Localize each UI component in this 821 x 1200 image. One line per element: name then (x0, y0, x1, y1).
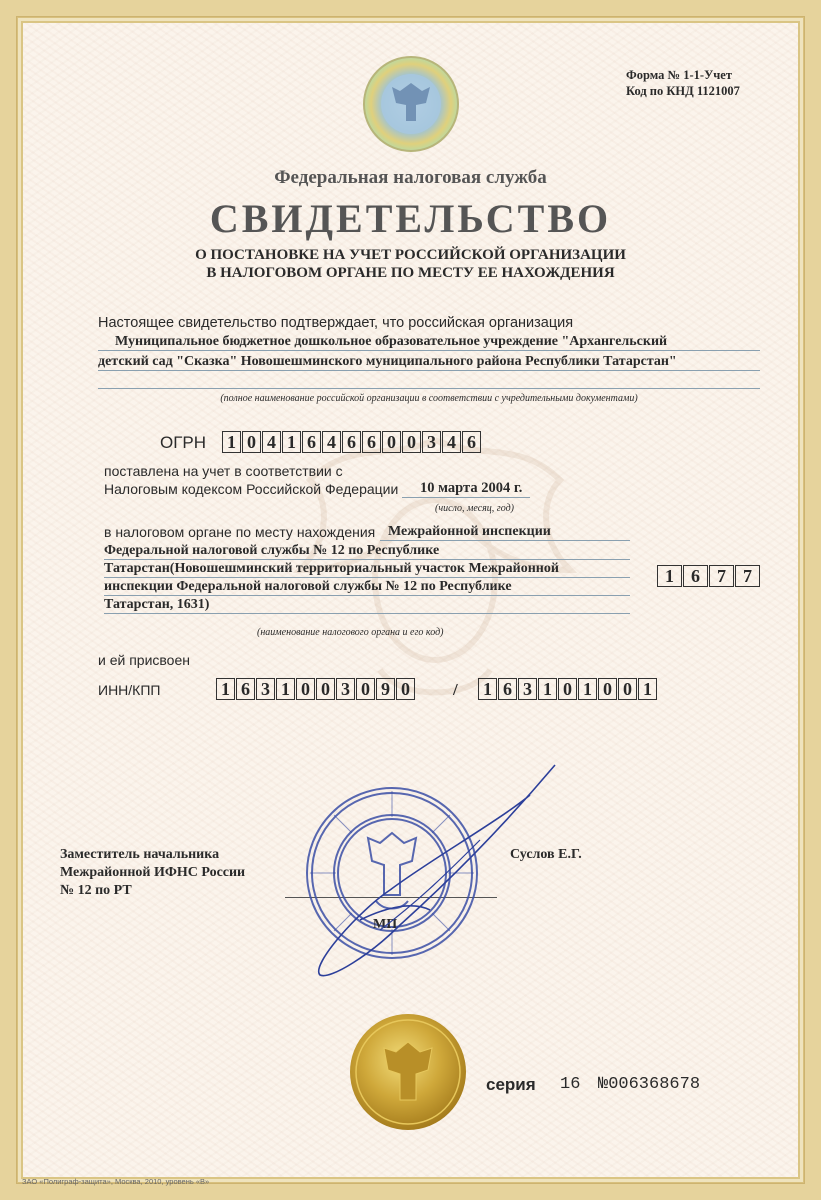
inn-digit: 0 (396, 678, 415, 700)
authority-code-digit: 6 (683, 565, 708, 587)
service-name: Федеральная налоговая служба (274, 167, 547, 188)
inn-digit: 9 (376, 678, 395, 700)
authority-caption: (наименование налогового органа и его код) (257, 627, 444, 638)
org-name-line-1: Муниципальное бюджетное дошкольное образовательное учреждение "Архангельский (115, 334, 668, 349)
assigned-label: и ей присвоен (98, 652, 190, 668)
kpp-digit: 0 (598, 678, 617, 700)
org-name-line-2: детский сад "Сказка" Новошешминского муниципального района Республики Татарстан" (98, 354, 677, 369)
authority-code-boxes (657, 565, 761, 587)
signer-position-line-3: № 12 по РТ (60, 883, 132, 898)
inn-digit: 1 (276, 678, 295, 700)
authority-label: в налоговом органе по месту нахождения (104, 524, 376, 540)
kpp-digit: 0 (558, 678, 577, 700)
intro-text: Настоящее свидетельство подтверждает, что российская организация (98, 315, 574, 331)
org-name-caption: (полное наименование российской организации в соответствии с учредительными документами) (220, 393, 638, 404)
subtitle-line-2: В НАЛОГОВОМ ОРГАНЕ ПО МЕСТУ ЕЕ НАХОЖДЕНИЯ (206, 265, 615, 281)
form-number: Форма № 1-1-Учет (626, 68, 732, 82)
signer-position-line-1: Заместитель начальника (60, 847, 220, 862)
authority-line-2: Федеральной налоговой службы № 12 по Республике (104, 543, 440, 558)
authority-code-digit: 1 (657, 565, 682, 587)
ogrn-digit: 4 (442, 431, 461, 453)
signer-position-line-2: Межрайонной ИФНС России (60, 865, 246, 880)
ogrn-digit: 6 (342, 431, 361, 453)
ogrn-boxes (222, 431, 482, 453)
subtitle-line-1: О ПОСТАНОВКЕ НА УЧЕТ РОССИЙСКОЙ ОРГАНИЗАЦИИ (195, 247, 626, 263)
date-caption: (число, месяц, год) (435, 503, 514, 514)
ogrn-digit: 0 (402, 431, 421, 453)
authority-line-5: Татарстан, 1631) (104, 597, 210, 612)
authority-line-3: Татарстан(Новошешминский территориальный участок Межрайонной (104, 561, 559, 576)
kpp-digit: 1 (478, 678, 497, 700)
authority-line-1: Межрайонной инспекции (388, 524, 551, 539)
inn-kpp-separator: / (453, 680, 458, 699)
series-label: серия (486, 1075, 536, 1094)
inn-digit: 6 (236, 678, 255, 700)
inn-digit: 1 (216, 678, 235, 700)
signer-name: Суслов Е.Г. (510, 847, 582, 862)
series-value: 16 (560, 1075, 581, 1094)
registered-line-1: поставлена на учет в соответствии с (104, 463, 343, 479)
ogrn-digit: 0 (242, 431, 261, 453)
inn-digit: 0 (296, 678, 315, 700)
ogrn-digit: 0 (382, 431, 401, 453)
printer-note: ЗАО «Полиграф-защита», Москва, 2010, уровень «В» (22, 1177, 210, 1186)
kpp-boxes (478, 678, 658, 700)
kpp-digit: 3 (518, 678, 537, 700)
authority-line-4: инспекции Федеральной налоговой службы № 12 по Республике (104, 579, 512, 594)
registered-line-2: Налоговым кодексом Российской Федерации (104, 481, 399, 497)
registration-date: 10 марта 2004 г. (420, 480, 523, 496)
ogrn-digit: 1 (222, 431, 241, 453)
kpp-digit: 1 (538, 678, 557, 700)
ogrn-digit: 6 (362, 431, 381, 453)
page-title: СВИДЕТЕЛЬСТВО (209, 196, 612, 241)
inn-digit: 0 (356, 678, 375, 700)
ogrn-digit: 4 (322, 431, 341, 453)
inn-digit: 0 (316, 678, 335, 700)
ogrn-label: ОГРН (160, 433, 207, 452)
kpp-digit: 1 (638, 678, 657, 700)
knd-code: Код по КНД 1121007 (626, 84, 740, 98)
seal-mark: МП (373, 917, 398, 932)
ogrn-digit: 3 (422, 431, 441, 453)
signature-icon (300, 760, 570, 990)
inn-kpp-label: ИНН/КПП (98, 682, 161, 698)
inn-boxes (216, 678, 416, 700)
inn-digit: 3 (256, 678, 275, 700)
ogrn-digit: 4 (262, 431, 281, 453)
hologram-emblem-icon (362, 55, 460, 153)
ogrn-digit: 6 (302, 431, 321, 453)
inn-digit: 3 (336, 678, 355, 700)
certificate-number: №006368678 (598, 1075, 701, 1094)
kpp-digit: 1 (578, 678, 597, 700)
gold-seal-icon (348, 1012, 468, 1132)
ogrn-digit: 6 (462, 431, 481, 453)
authority-code-digit: 7 (735, 565, 760, 587)
authority-code-digit: 7 (709, 565, 734, 587)
kpp-digit: 0 (618, 678, 637, 700)
ogrn-digit: 1 (282, 431, 301, 453)
kpp-digit: 6 (498, 678, 517, 700)
